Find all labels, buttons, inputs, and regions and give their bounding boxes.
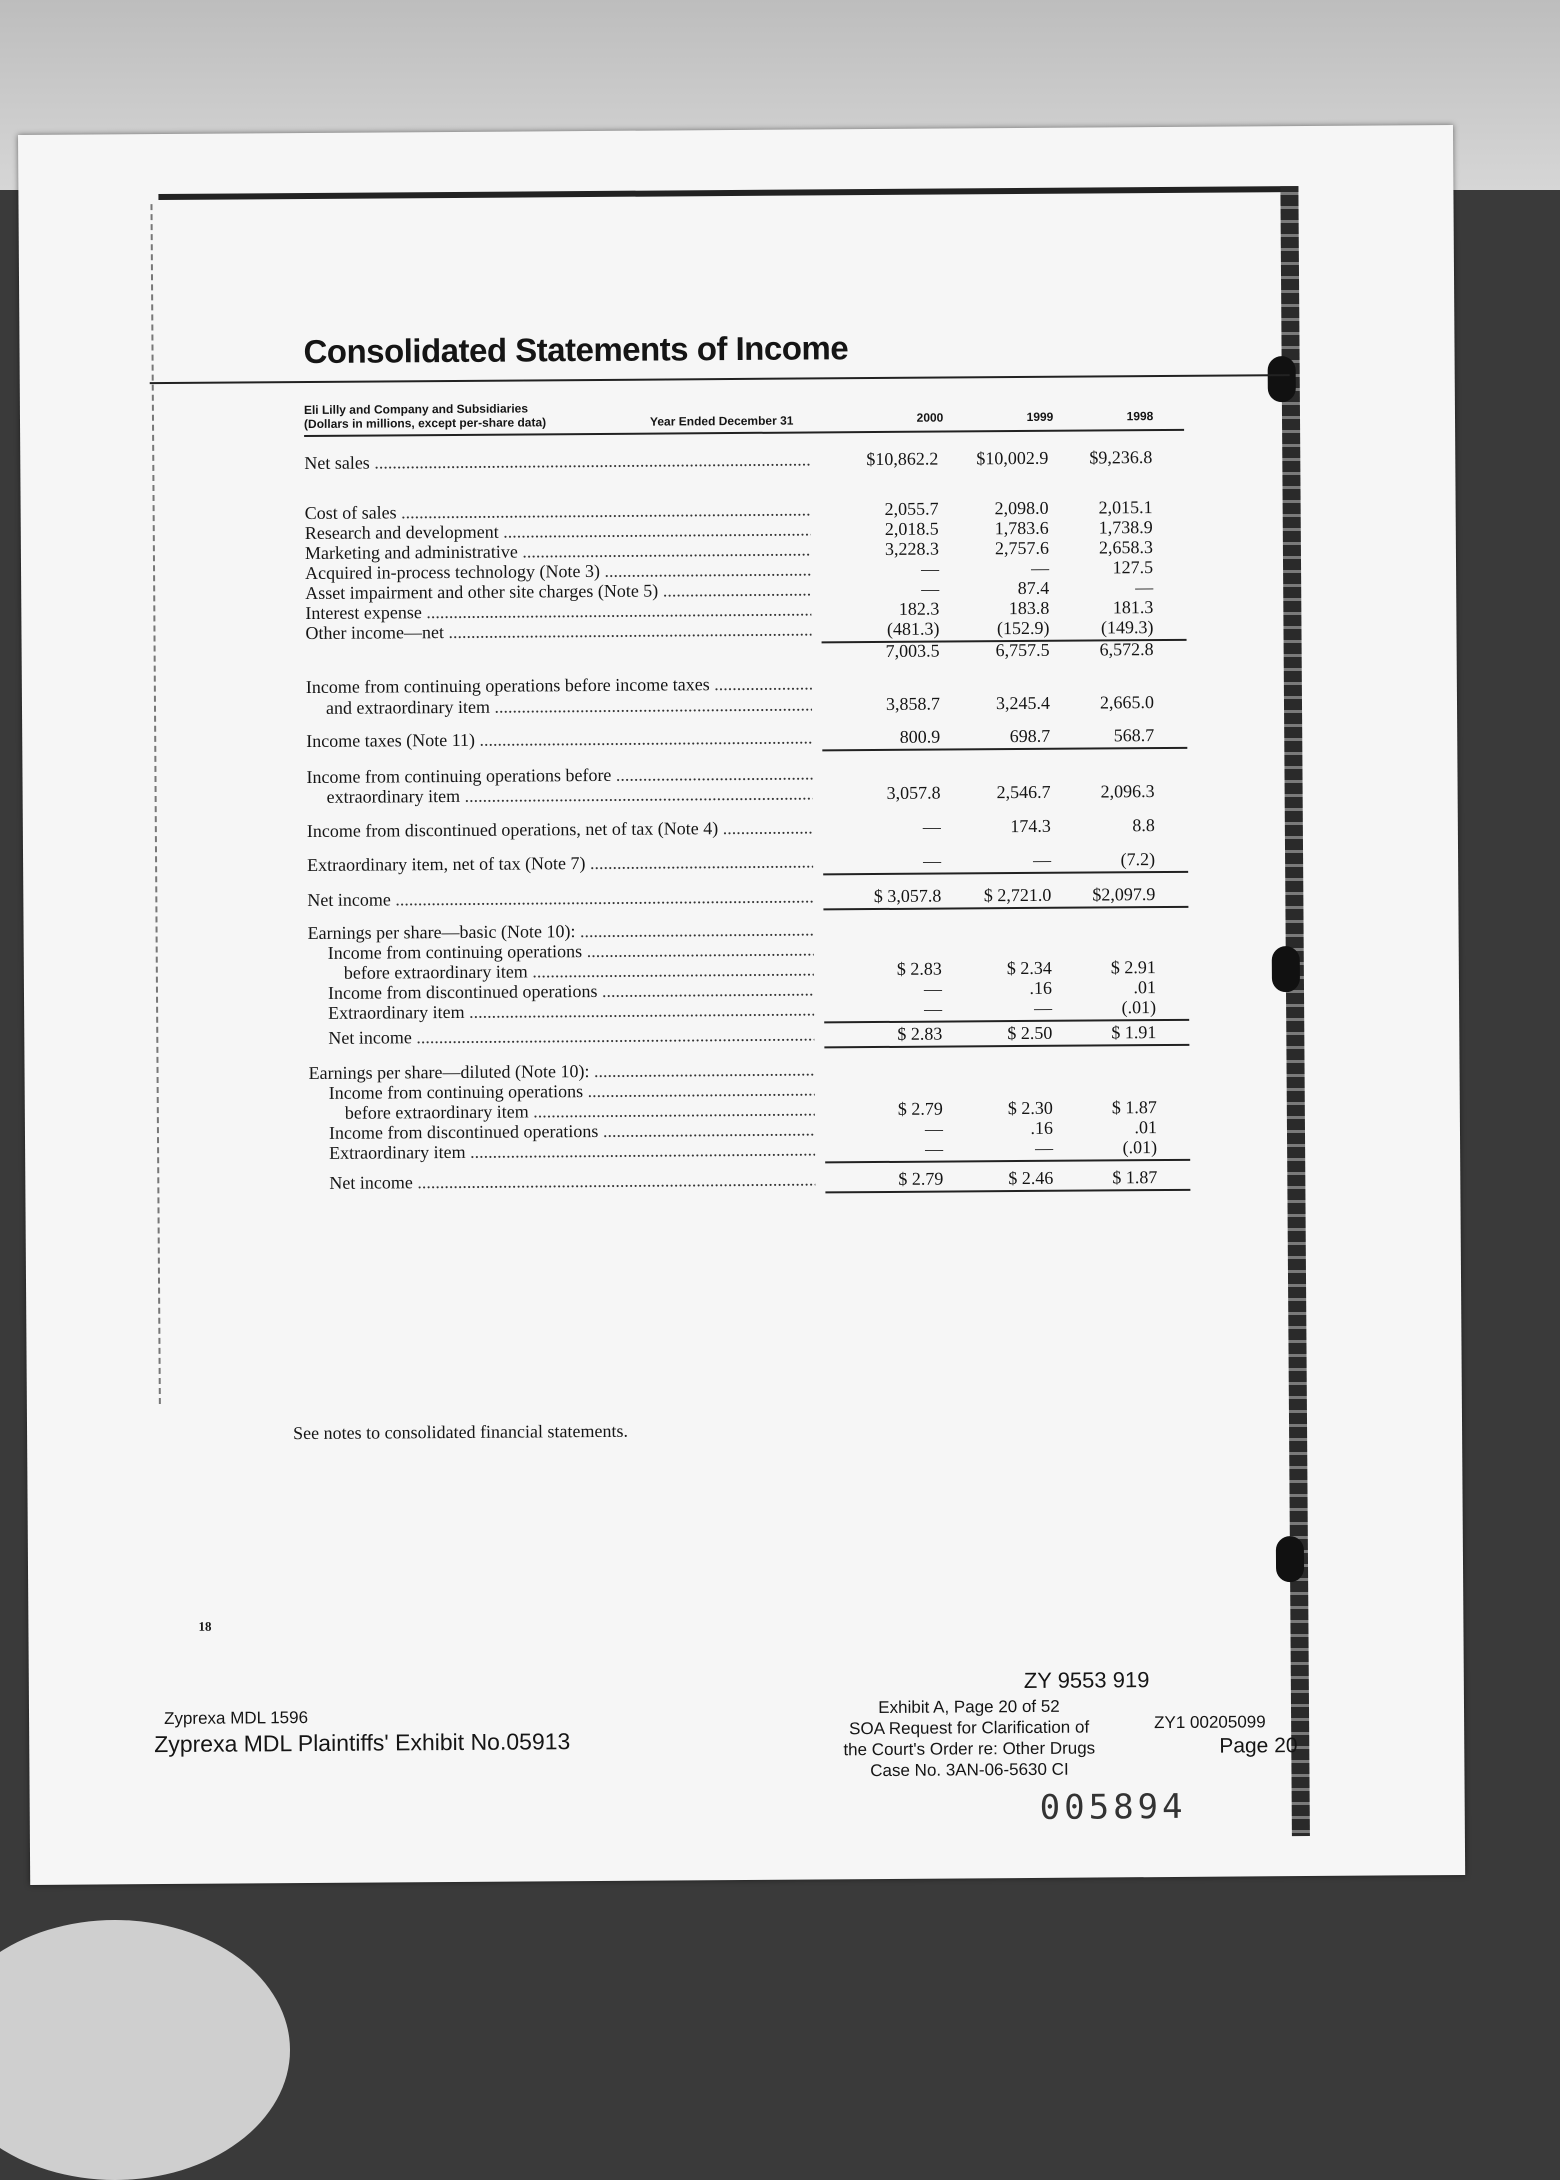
row-label: Income from discontinued operations ..... bbox=[328, 979, 814, 1003]
cell-1998: 2,096.3 bbox=[1100, 781, 1155, 802]
exhibit-line: the Court's Order re: Other Drugs bbox=[843, 1738, 1096, 1760]
row-label: Extraordinary item, net of tax (Note 7) ..... bbox=[307, 851, 813, 876]
cell-2000: 3,858.7 bbox=[885, 693, 941, 714]
row-label: Earnings per share—diluted (Note 10): ..... bbox=[308, 1059, 814, 1084]
document-page bbox=[18, 125, 1465, 1885]
cell-1999: $10,002.9 bbox=[976, 447, 1049, 469]
cell-1998: 181.3 bbox=[1112, 597, 1154, 618]
cell-1999: 2,098.0 bbox=[994, 497, 1049, 519]
cell-1998 bbox=[1047, 1077, 1157, 1078]
column-header-2000: 2000 bbox=[916, 410, 944, 425]
cell-1999 bbox=[940, 762, 1050, 763]
table-row bbox=[20, 446, 1320, 477]
cell-2000 bbox=[830, 673, 940, 674]
footer-exhibit-label: Zyprexa MDL Plaintiffs' Exhibit No.05913 bbox=[154, 1728, 571, 1758]
cell-2000: — bbox=[923, 850, 942, 871]
row-label: Income from continuing operations before ..... bbox=[306, 763, 812, 788]
page-number: 18 bbox=[198, 1618, 212, 1634]
punch-hole bbox=[1268, 356, 1296, 402]
row-label: Income from discontinued operations, net of tax (Note 4) ..... bbox=[307, 817, 813, 842]
cell-1998: (.01) bbox=[1121, 997, 1157, 1018]
cell-1998 bbox=[1046, 1057, 1156, 1058]
row-label: Other income—net ..... bbox=[305, 619, 811, 644]
cell-1999 bbox=[940, 672, 1050, 673]
cell-1999: $ 2,721.0 bbox=[983, 884, 1052, 906]
company-heading bbox=[304, 401, 546, 431]
cell-2000 bbox=[830, 763, 940, 764]
footnote: See notes to consolidated financial statements. bbox=[292, 1420, 629, 1444]
cell-1998: .01 bbox=[1133, 977, 1157, 998]
row-label: Net income ..... bbox=[329, 1169, 815, 1193]
cell-2000: — bbox=[921, 578, 940, 599]
bates-stamp: ZY 9553 919 bbox=[1023, 1667, 1150, 1694]
cell-1999 bbox=[942, 1058, 1052, 1059]
cell-1998: (.01) bbox=[1122, 1137, 1158, 1158]
cell-1999: — bbox=[1030, 557, 1050, 578]
footer-page-label: Page 20 bbox=[1219, 1734, 1298, 1758]
cell-1999 bbox=[943, 1078, 1053, 1079]
cell-1998: — bbox=[1135, 577, 1154, 598]
cell-2000: 800.9 bbox=[899, 726, 941, 747]
cell-1998: $2,097.9 bbox=[1092, 884, 1156, 905]
row-label: before extraordinary item ..... bbox=[345, 1099, 815, 1123]
cell-2000: $ 2.83 bbox=[897, 1023, 943, 1044]
table-row bbox=[23, 883, 1323, 914]
row-label: Income taxes (Note 11) ..... bbox=[306, 727, 812, 752]
units-note: (Dollars in millions, except per-share data) bbox=[303, 415, 547, 432]
exhibit-block bbox=[799, 1695, 1140, 1781]
cell-2000: 2,055.7 bbox=[884, 498, 939, 519]
exhibit-line: Exhibit A, Page 20 of 52 bbox=[878, 1696, 1060, 1718]
exhibit-line: SOA Request for Clarification of bbox=[849, 1717, 1090, 1739]
cell-2000: 7,003.5 bbox=[885, 640, 940, 661]
row-label: before extraordinary item ..... bbox=[344, 959, 814, 983]
row-label: Asset impairment and other site charges (Note 5) ..... bbox=[305, 579, 811, 604]
cell-1999: $ 2.46 bbox=[1008, 1167, 1054, 1189]
cell-1999: 698.7 bbox=[1009, 725, 1051, 747]
cell-2000 bbox=[832, 1059, 942, 1060]
row-label: Income from continuing operations ..... bbox=[328, 939, 814, 963]
cell-2000: — bbox=[923, 978, 943, 999]
year-header: Year Ended December 31 bbox=[649, 413, 794, 429]
cell-1999: .16 bbox=[1030, 1117, 1054, 1138]
cell-2000: $ 2.79 bbox=[898, 1168, 944, 1189]
row-label: Income from continuing operations before income taxes ..... bbox=[306, 673, 812, 698]
row-label: Income from discontinued operations ..... bbox=[329, 1119, 815, 1143]
cell-2000: $10,862.2 bbox=[866, 448, 939, 470]
cell-2000 bbox=[832, 939, 942, 940]
cell-2000: 182.3 bbox=[898, 598, 940, 619]
cell-1999: 183.8 bbox=[1008, 597, 1050, 619]
row-label: Extraordinary item ..... bbox=[328, 999, 814, 1023]
cell-1999: — bbox=[1035, 1137, 1054, 1158]
cell-2000: $ 2.83 bbox=[896, 958, 942, 979]
cell-1998 bbox=[1045, 917, 1155, 918]
cell-1998: $ 1.91 bbox=[1111, 1022, 1157, 1043]
row-label: Extraordinary item ..... bbox=[329, 1139, 815, 1163]
row-label: extraordinary item ..... bbox=[327, 783, 813, 807]
cell-1999: 2,546.7 bbox=[996, 781, 1051, 803]
punch-hole bbox=[1276, 1536, 1304, 1582]
photocopy-border-top bbox=[158, 186, 1298, 200]
table-row bbox=[23, 848, 1323, 879]
cell-1998: 568.7 bbox=[1113, 725, 1155, 746]
title-rule bbox=[150, 374, 1290, 384]
row-label: Cost of sales ..... bbox=[305, 499, 811, 524]
cell-1998: $9,236.8 bbox=[1089, 447, 1153, 468]
bates-number: 005894 bbox=[1039, 1786, 1187, 1828]
cell-2000: — bbox=[920, 558, 940, 579]
column-header-1999: 1999 bbox=[1026, 409, 1054, 424]
cell-1999: 3,245.4 bbox=[995, 692, 1051, 714]
row-label: Research and development ..... bbox=[305, 519, 811, 544]
cell-1998: $ 1.87 bbox=[1111, 1097, 1157, 1118]
cell-1998: (7.2) bbox=[1120, 849, 1156, 870]
cell-1999 bbox=[942, 938, 1052, 939]
cell-1998: 127.5 bbox=[1112, 557, 1154, 578]
table-row bbox=[25, 1166, 1325, 1197]
cell-1998 bbox=[1044, 671, 1154, 672]
cell-1999: 174.3 bbox=[1010, 815, 1051, 837]
row-label: Acquired in-process technology (Note 3) ..... bbox=[305, 559, 811, 584]
exhibit-line: Case No. 3AN-06-5630 CI bbox=[870, 1759, 1069, 1781]
cell-1998: 6,572.8 bbox=[1099, 639, 1154, 660]
cell-2000: 2,018.5 bbox=[884, 518, 939, 539]
row-label: and extraordinary item ..... bbox=[326, 694, 812, 718]
cell-1998: $ 1.87 bbox=[1112, 1167, 1158, 1188]
cell-2000 bbox=[833, 1079, 943, 1080]
cell-1998: 2,658.3 bbox=[1098, 537, 1153, 558]
cell-1999: 87.4 bbox=[1017, 577, 1050, 599]
cell-2000: — bbox=[924, 998, 943, 1019]
cell-2000: 3,057.8 bbox=[886, 782, 941, 803]
control-number: ZY1 00205099 bbox=[1154, 1712, 1266, 1733]
row-label: Net income ..... bbox=[307, 886, 813, 911]
cell-1999: (152.9) bbox=[996, 617, 1050, 639]
company-name: Eli Lilly and Company and Subsidiaries bbox=[303, 401, 529, 418]
cell-2000: 3,228.3 bbox=[884, 538, 939, 559]
table-row bbox=[22, 724, 1322, 755]
footer-case-name: Zyprexa MDL 1596 bbox=[163, 1708, 309, 1729]
row-label: Earnings per share—basic (Note 10): ..... bbox=[308, 919, 814, 944]
cell-1999: 2,757.6 bbox=[994, 537, 1049, 559]
cell-1998: $ 2.91 bbox=[1110, 957, 1156, 978]
row-label: Net sales ..... bbox=[304, 449, 810, 474]
table-row bbox=[23, 814, 1323, 845]
cell-2000: — bbox=[924, 1118, 944, 1139]
row-label: Income from continuing operations ..... bbox=[329, 1079, 815, 1103]
column-header-1998: 1998 bbox=[1126, 409, 1154, 424]
cell-1998: 8.8 bbox=[1132, 815, 1155, 836]
cell-1999: — bbox=[1033, 849, 1052, 870]
cell-1999: — bbox=[1034, 997, 1053, 1018]
cell-1999: $ 2.34 bbox=[1006, 957, 1052, 979]
cell-2000: (481.3) bbox=[886, 618, 940, 639]
cell-1998: 2,015.1 bbox=[1098, 497, 1153, 518]
cell-1999: 6,757.5 bbox=[995, 639, 1050, 661]
cell-1999: .16 bbox=[1029, 977, 1053, 998]
cell-1999: 1,783.6 bbox=[994, 517, 1049, 539]
cell-1999: $ 2.50 bbox=[1007, 1022, 1053, 1044]
cell-1998: (149.3) bbox=[1100, 617, 1154, 638]
row-label: Net income ..... bbox=[328, 1024, 814, 1048]
cell-1998: .01 bbox=[1134, 1117, 1158, 1138]
cell-1999: $ 2.30 bbox=[1007, 1097, 1053, 1119]
cell-2000 bbox=[831, 919, 941, 920]
cell-2000: $ 3,057.8 bbox=[873, 885, 942, 907]
background-object bbox=[0, 1920, 290, 2180]
cell-1999 bbox=[941, 918, 1051, 919]
row-label: Interest expense ..... bbox=[305, 599, 811, 624]
cell-1998 bbox=[1044, 761, 1154, 762]
row-label: Marketing and administrative ..... bbox=[305, 539, 811, 564]
cell-2000: $ 2.79 bbox=[897, 1098, 943, 1119]
cell-1998: 1,738.9 bbox=[1098, 517, 1153, 538]
page-title: Consolidated Statements of Income bbox=[303, 329, 849, 371]
cell-1998 bbox=[1046, 937, 1156, 938]
cell-2000: — bbox=[925, 1138, 944, 1159]
cell-1998: 2,665.0 bbox=[1099, 692, 1155, 713]
cell-2000: — bbox=[922, 816, 941, 837]
